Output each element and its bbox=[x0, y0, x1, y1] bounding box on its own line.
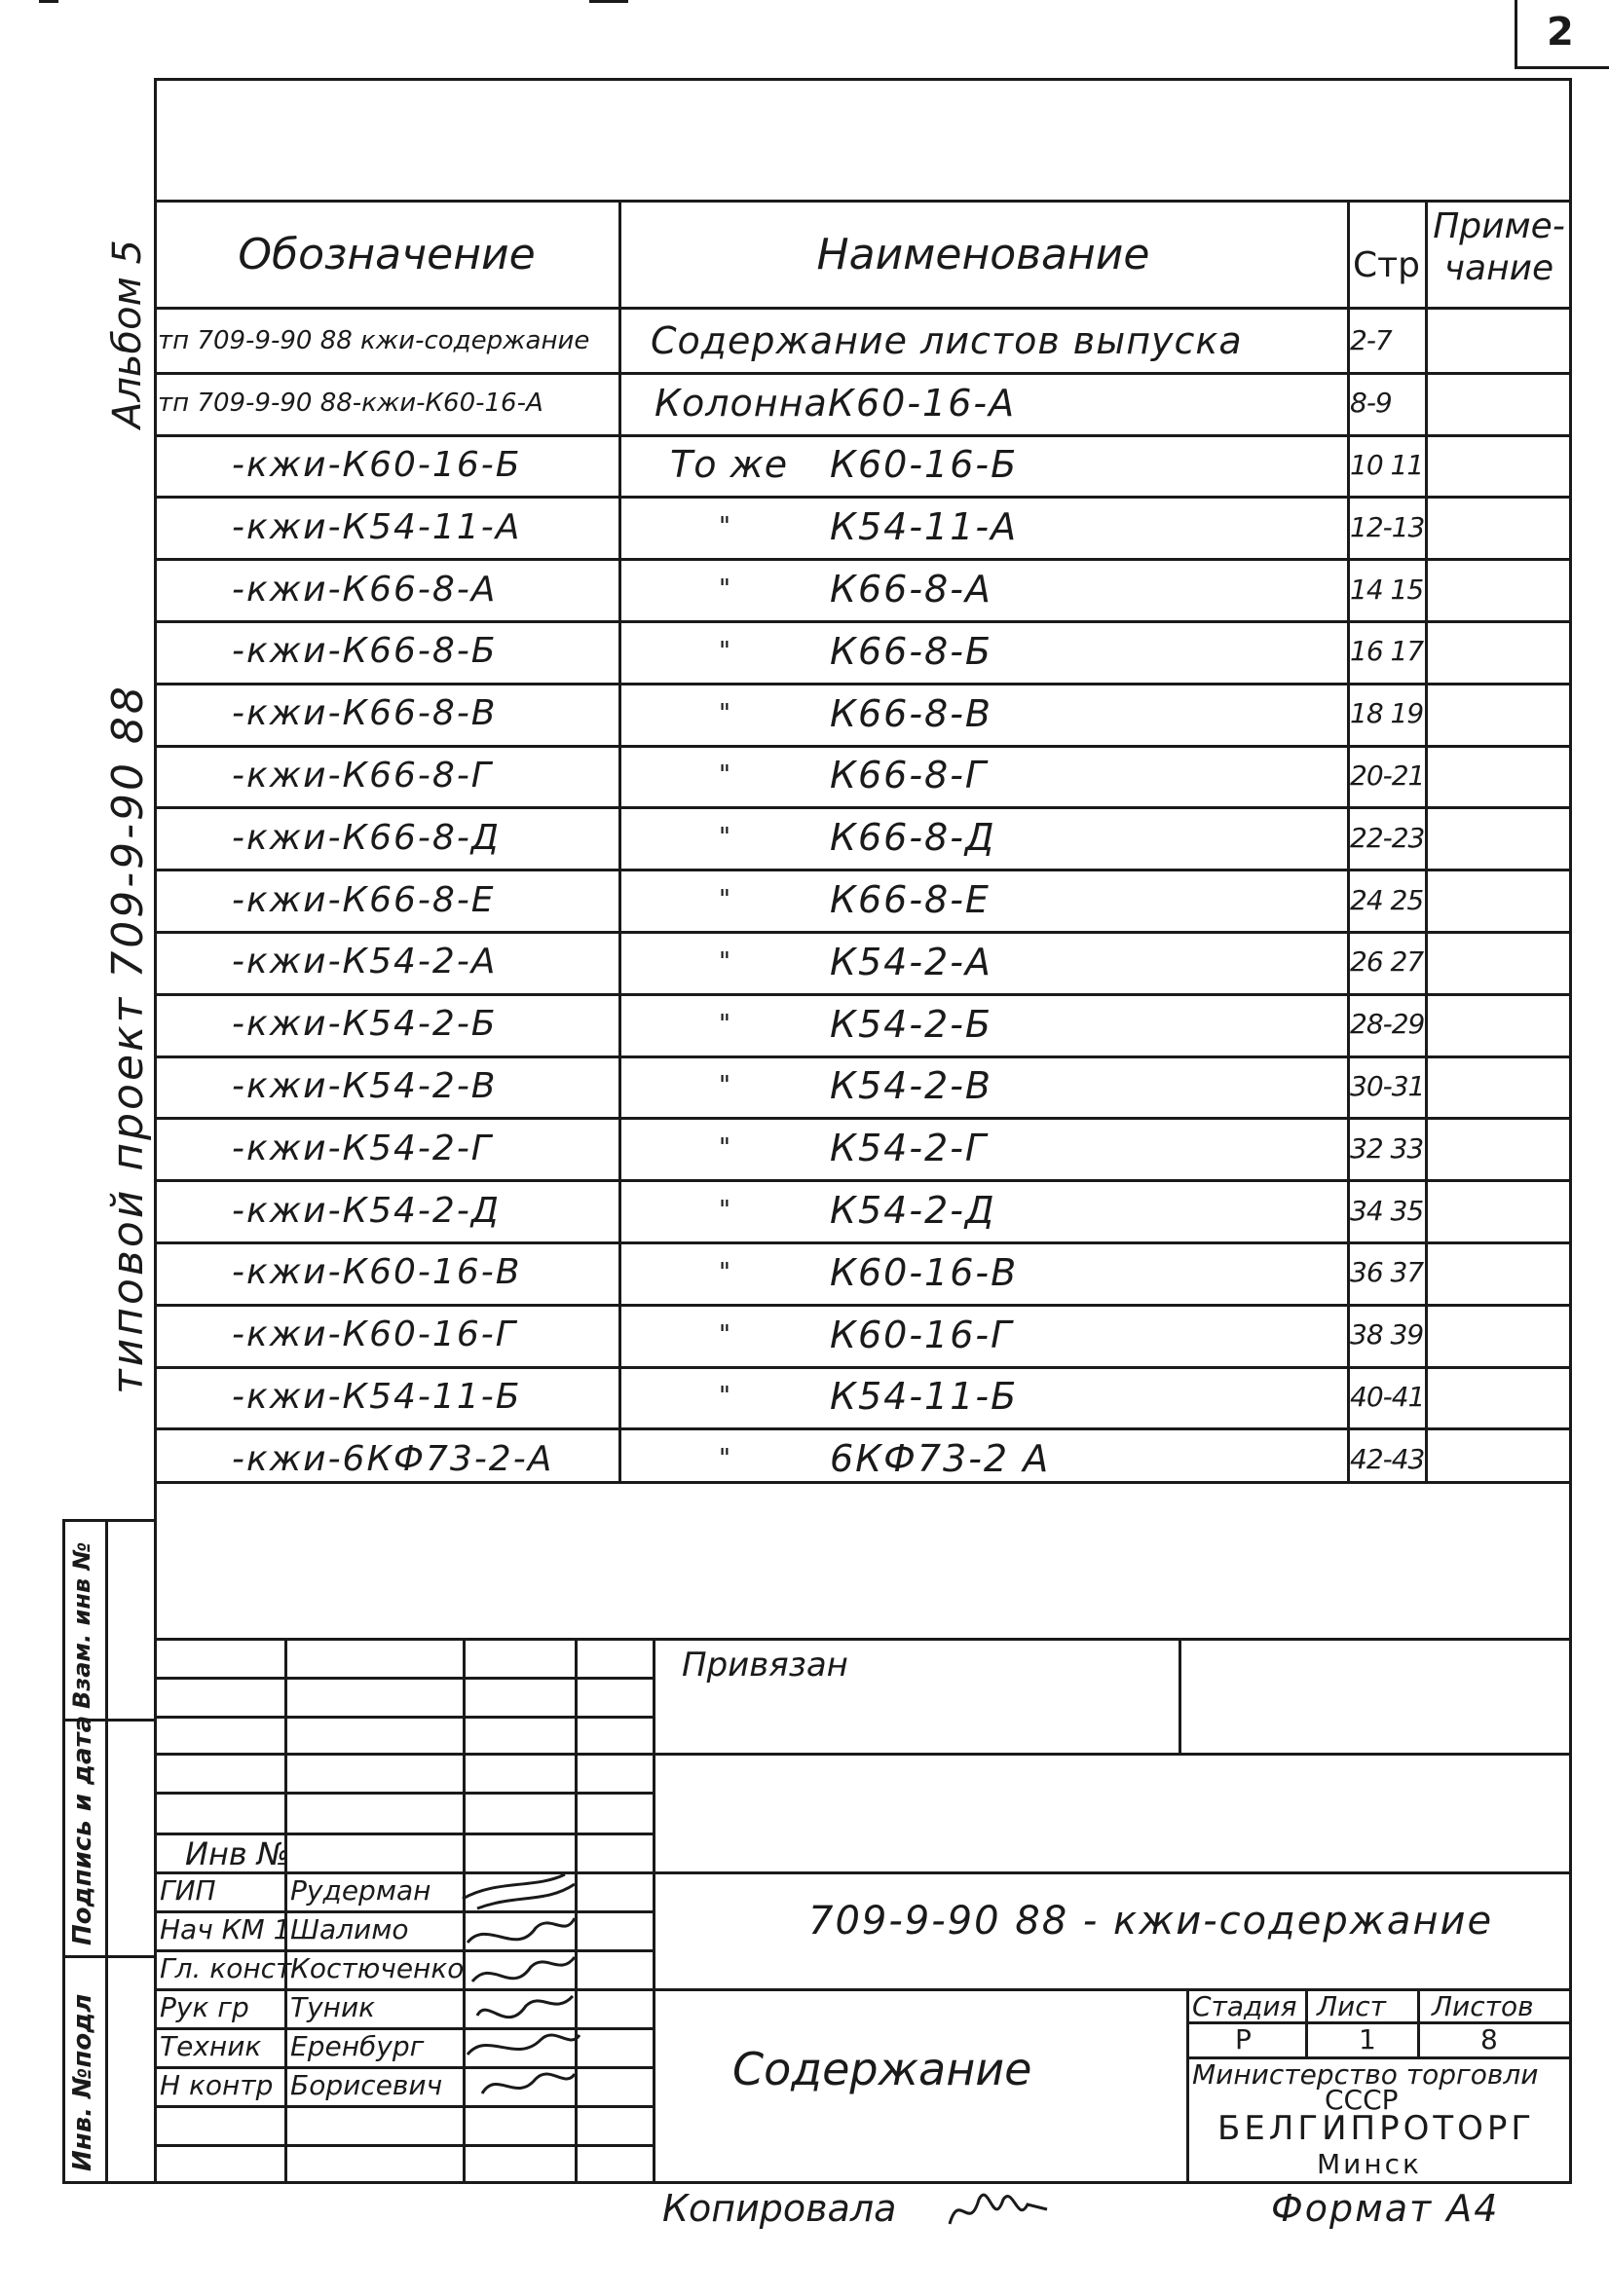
signatory-name: Рудерман bbox=[290, 1874, 431, 1907]
org-name: БЕЛГИПРОТОРГ bbox=[1217, 2109, 1536, 2148]
row-page: 42-43 bbox=[1350, 1442, 1425, 1475]
row-name-prefix: " bbox=[719, 1009, 731, 1039]
row-name-mark: К60-16-Г bbox=[830, 1313, 1014, 1356]
row-designation: тп 709-9-90 88 кжи-содержание bbox=[158, 325, 590, 355]
signatory-role: Техник bbox=[160, 2030, 262, 2062]
row-designation: -кжи-К66-8-Е bbox=[232, 879, 496, 920]
row-name-prefix: " bbox=[719, 885, 731, 915]
row-designation: -кжи-К54-11-Б bbox=[232, 1376, 522, 1417]
row-designation: -кжи-К54-2-Б bbox=[232, 1004, 498, 1045]
row-page: 38 39 bbox=[1350, 1318, 1424, 1352]
row-name-mark: К66-8-Г bbox=[830, 754, 989, 797]
row-name-mark: 6КФ73-2 А bbox=[830, 1437, 1051, 1481]
row-name-mark: К60-16-Б bbox=[830, 443, 1019, 487]
copier-signature-graphic bbox=[945, 2185, 1052, 2243]
sheet-label: Лист bbox=[1317, 1990, 1386, 2022]
row-name-mark: К66-8-А bbox=[830, 568, 992, 611]
signatory-name: Еренбург bbox=[290, 2030, 425, 2062]
signatory-name: Шалимо bbox=[290, 1913, 409, 1945]
signatory-role: Н контр bbox=[160, 2069, 274, 2101]
org-ministry: Министерство торговли bbox=[1192, 2058, 1539, 2091]
row-page: 40-41 bbox=[1350, 1380, 1425, 1413]
row-name-prefix: " bbox=[719, 823, 731, 853]
row-page: 10 11 bbox=[1350, 448, 1424, 481]
sheets-label: Листов bbox=[1432, 1990, 1534, 2022]
inv-no-label: Инв № bbox=[185, 1835, 290, 1872]
row-name-mark: К60-16-А bbox=[828, 381, 1017, 425]
row-name-prefix: " bbox=[719, 1071, 731, 1101]
page-number: 2 bbox=[1547, 10, 1574, 55]
row-name-prefix: " bbox=[719, 636, 731, 666]
row-designation: -кжи-К54-2-Г bbox=[232, 1128, 493, 1168]
row-designation: -кжи-К54-2-Д bbox=[232, 1190, 501, 1231]
vzam-inv-label: Взам. инв № bbox=[68, 1541, 95, 1709]
row-page: 28-29 bbox=[1350, 1008, 1425, 1041]
signatures-graphic bbox=[458, 1870, 584, 2123]
row-name-prefix: Содержание листов выпуска bbox=[651, 318, 1243, 362]
document-title: Содержание bbox=[732, 2043, 1032, 2095]
row-page: 22-23 bbox=[1350, 821, 1425, 854]
row-name-mark: К54-2-Д bbox=[830, 1189, 996, 1233]
row-designation: -кжи-К66-8-Г bbox=[232, 755, 493, 796]
row-designation: -кжи-К60-16-В bbox=[232, 1252, 522, 1293]
row-name-prefix: " bbox=[719, 1133, 731, 1164]
row-name-prefix: " bbox=[719, 1319, 731, 1350]
row-designation: -кжи-К60-16-Г bbox=[232, 1315, 517, 1355]
signatory-role: ГИП bbox=[160, 1874, 216, 1907]
row-designation: -кжи-К66-8-Д bbox=[232, 817, 501, 858]
signatory-name: Костюченко bbox=[290, 1952, 465, 1984]
row-page: 30-31 bbox=[1350, 1069, 1425, 1102]
signatory-role: Нач КМ 1 bbox=[160, 1913, 291, 1945]
row-page: 18 19 bbox=[1350, 697, 1424, 730]
row-name-mark: К54-2-Б bbox=[830, 1002, 993, 1046]
format-label: Формат А4 bbox=[1271, 2187, 1500, 2230]
row-designation: -кжи-К66-8-А bbox=[232, 569, 498, 610]
row-designation: -кжи-К66-8-В bbox=[232, 693, 498, 734]
sheets-value: 8 bbox=[1480, 2023, 1498, 2055]
row-page: 2-7 bbox=[1350, 324, 1392, 357]
row-name-mark: К66-8-Д bbox=[830, 816, 996, 860]
row-page: 24 25 bbox=[1350, 883, 1424, 916]
row-name-mark: К66-8-В bbox=[830, 691, 993, 735]
row-name-prefix: " bbox=[719, 1257, 731, 1287]
stage-value: Р bbox=[1235, 2023, 1252, 2055]
row-name-prefix: То же bbox=[670, 443, 789, 487]
row-name-prefix: " bbox=[719, 1382, 731, 1412]
row-name-mark: К54-2-В bbox=[830, 1064, 993, 1108]
row-page: 34 35 bbox=[1350, 1194, 1424, 1227]
row-name-mark: К54-11-Б bbox=[830, 1375, 1019, 1419]
row-name-mark: К66-8-Б bbox=[830, 629, 993, 673]
row-name-mark: К60-16-В bbox=[830, 1250, 1019, 1294]
copied-label: Копировала bbox=[662, 2187, 897, 2230]
album-label: Альбом 5 bbox=[105, 240, 150, 428]
row-designation: -кжи-К54-2-В bbox=[232, 1065, 498, 1106]
header-note bbox=[1427, 195, 1571, 300]
podpis-data-label: Подпись и дата bbox=[68, 1715, 97, 1945]
row-designation: -кжи-К54-2-А bbox=[232, 942, 498, 982]
row-name-mark: К66-8-Е bbox=[830, 878, 991, 922]
row-name-prefix: " bbox=[719, 1444, 731, 1474]
signatory-name: Туник bbox=[290, 1991, 376, 2023]
row-page: 8-9 bbox=[1350, 387, 1392, 420]
row-page: 26 27 bbox=[1350, 945, 1424, 979]
stage-label: Стадия bbox=[1192, 1990, 1297, 2022]
row-name-prefix: Колонна bbox=[655, 381, 828, 425]
header-page-label: Стр bbox=[1353, 244, 1420, 285]
inv-podl-label: Инв. №подл bbox=[68, 1993, 97, 2171]
header-note-line2: чание bbox=[1443, 248, 1554, 288]
row-name-prefix: " bbox=[719, 1196, 731, 1226]
header-designation bbox=[156, 202, 617, 307]
row-designation: -кжи-К60-16-Б bbox=[232, 444, 522, 485]
row-page: 20-21 bbox=[1350, 759, 1425, 792]
header-note-line1: Приме- bbox=[1433, 205, 1565, 246]
row-designation: -кжи-6КФ73-2-А bbox=[232, 1438, 554, 1479]
title-designation: 709-9-90 88 - кжи-содержание bbox=[808, 1899, 1494, 1944]
row-page: 12-13 bbox=[1350, 510, 1425, 543]
row-designation: -кжи-К54-11-А bbox=[232, 506, 522, 547]
row-designation: -кжи-К66-8-Б bbox=[232, 631, 498, 672]
header-designation-label: Обозначение bbox=[238, 229, 536, 279]
row-name-prefix: " bbox=[719, 760, 731, 791]
row-name-prefix: " bbox=[719, 698, 731, 728]
row-page: 36 37 bbox=[1350, 1256, 1424, 1289]
signatory-role: Гл. конст bbox=[160, 1952, 292, 1984]
org-country: СССР bbox=[1325, 2084, 1399, 2116]
row-page: 32 33 bbox=[1350, 1131, 1424, 1165]
row-name-mark: К54-2-А bbox=[830, 940, 992, 983]
row-page: 16 17 bbox=[1350, 635, 1424, 668]
row-designation: тп 709-9-90 88-кжи-К60-16-А bbox=[158, 388, 543, 418]
signatory-role: Рук гр bbox=[160, 1991, 249, 2023]
sheet-value: 1 bbox=[1359, 2023, 1376, 2055]
header-name bbox=[620, 202, 1346, 307]
header-name-label: Наименование bbox=[816, 229, 1150, 279]
row-page: 14 15 bbox=[1350, 573, 1424, 606]
org-city: Минск bbox=[1317, 2148, 1422, 2180]
row-name-prefix: " bbox=[719, 512, 731, 542]
row-name-mark: К54-2-Г bbox=[830, 1127, 989, 1170]
privyazan-label: Привязан bbox=[682, 1646, 848, 1685]
row-name-mark: К54-11-А bbox=[830, 505, 1019, 549]
row-name-prefix: " bbox=[719, 946, 731, 977]
project-label: типовой проект 709-9-90 88 bbox=[103, 684, 153, 1394]
row-name-prefix: " bbox=[719, 574, 731, 605]
signatory-name: Борисевич bbox=[290, 2069, 443, 2101]
